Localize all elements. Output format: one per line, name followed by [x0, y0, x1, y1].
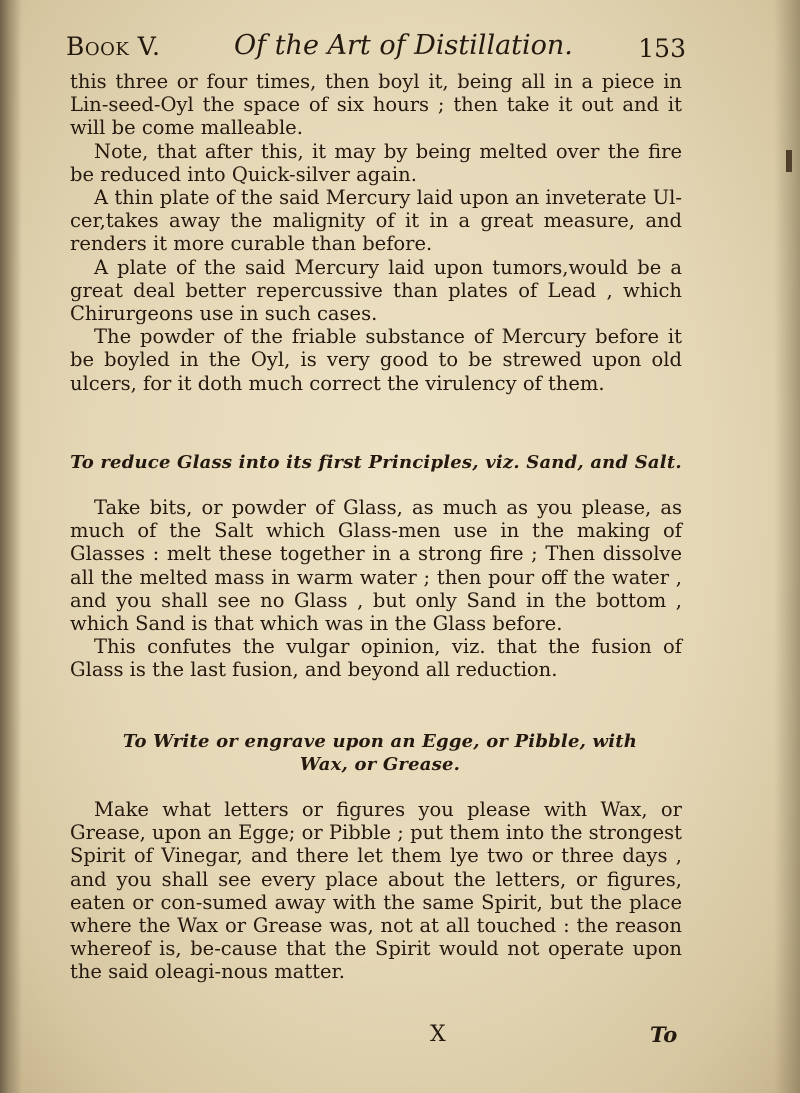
running-head [66, 28, 686, 68]
catchword: To [650, 1022, 678, 1047]
paragraph: A plate of the said Mercury laid upon tumors,would be a great deal better repercussive than plates of Lead , which Chirurgeons use in such cases. [70, 255, 682, 326]
section-mercury [70, 70, 682, 395]
book-label: Book V. [66, 32, 161, 61]
paragraph: Take bits, or powder of Glass, as much as you please, as much of the Salt which Glass-men use in the making of Glasses : melt these together in a strong fire ; Then dissolve all the melted mass in warm water ; then pour off the water , and you shall see no Glass , but only Sand in the bottom , which Sand is that which was in the Glass before. [70, 496, 682, 636]
margin-mark [786, 150, 792, 172]
paragraph: This confutes the vulgar opinion, viz. that the fusion of Glass is the last fusion, and beyond all reduction. [70, 635, 682, 682]
section-heading-egg-line2: Wax, or Grease. [299, 754, 461, 775]
section-heading-glass: To reduce Glass into its first Principles, viz. Sand, and Salt. [70, 452, 682, 473]
section-glass [70, 496, 682, 682]
section-heading-egg-line1: To Write or engrave upon an Egge, or Pibble, with [122, 731, 638, 752]
page-title: Of the Art of Distillation. [234, 30, 573, 61]
paragraph: Make what letters or figures you please with Wax, or Grease, upon an Egge; or Pibble ; put them into the strongest Spirit of Vinegar, and there let them lye two or three days , and you shall see every place about the letters, or figures, eaten or con-sumed away with the same Spirit, but the place where the Wax or Grease was, not at all touched : the reason whereof is, be-cause that the Spirit would not operate upon the said oleagi-nous matter. [70, 798, 682, 984]
page-number: 153 [638, 34, 686, 63]
signature-mark: X [430, 1022, 446, 1047]
section-egg [70, 798, 682, 984]
paragraph: Note, that after this, it may by being melted over the fire be reduced into Quick-silver again. [70, 139, 682, 186]
paragraph: The powder of the friable substance of Mercury before it be boyled in the Oyl, is very good to be strewed upon old ulcers, for it doth much correct the virulency of them. [70, 325, 682, 395]
paragraph: this three or four times, then boyl it, being all in a piece in Lin-seed-Oyl the space of six hours ; then take it out and it will be come malleable. [70, 70, 682, 140]
paragraph: A thin plate of the said Mercury laid upon an inveterate Ul-cer,takes away the malignity of it in a great measure, and renders it more curable than before. [70, 186, 682, 256]
